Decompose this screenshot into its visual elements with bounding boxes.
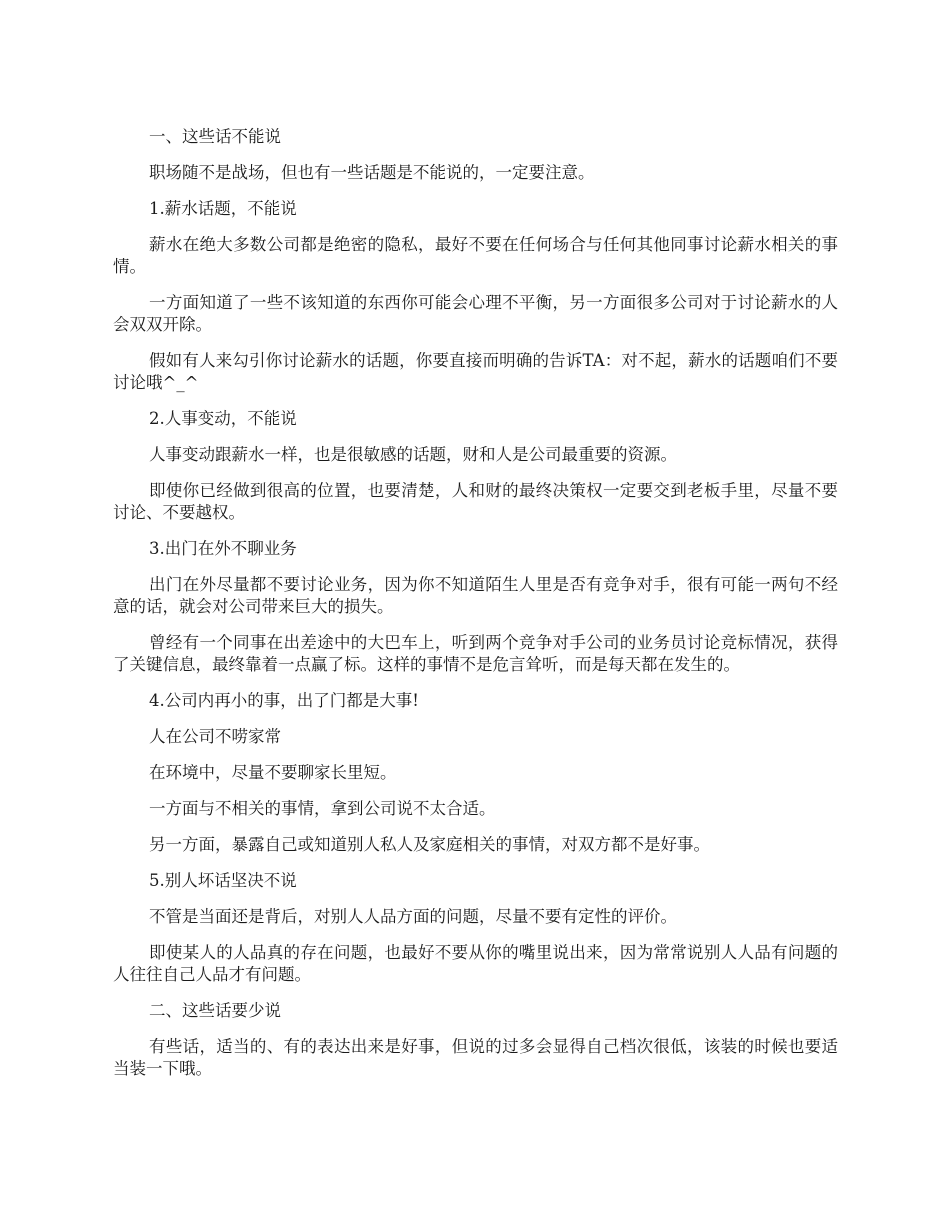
- paragraph: 即使某人的人品真的存在问题，也最好不要从你的嘴里说出来，因为常常说别人人品有问题的人往往自己人品才有问题。: [113, 943, 838, 984]
- subheading-personnel: 2.人事变动，不能说: [149, 409, 297, 428]
- paragraph: 职场随不是战场，但也有一些话题是不能说的，一定要注意。: [149, 163, 595, 182]
- section-heading-2: 二、这些话要少说: [149, 1001, 281, 1020]
- paragraph: 不管是当面还是背后，对别人人品方面的问题，尽量不要有定性的评价。: [149, 907, 677, 926]
- paragraph: 人事变动跟薪水一样，也是很敏感的话题，财和人是公司最重要的资源。: [149, 445, 677, 464]
- paragraph: 即使你已经做到很高的位置，也要清楚，人和财的最终决策权一定要交到老板手里，尽量不要讨论、不要越权。: [113, 481, 838, 522]
- subheading-company-matters: 4.公司内再小的事，出了门都是大事!: [149, 691, 419, 710]
- subheading-gossip: 5.别人坏话坚决不说: [149, 871, 297, 890]
- paragraph: 一方面知道了一些不该知道的东西你可能会心理不平衡，另一方面很多公司对于讨论薪水的人会双双开除。: [113, 293, 838, 334]
- paragraph: 薪水在绝大多数公司都是绝密的隐私，最好不要在任何场合与任何其他同事讨论薪水相关的事情。: [113, 235, 838, 276]
- section-heading-1: 一、这些话不能说: [149, 127, 281, 146]
- document-body: [113, 126, 838, 1094]
- paragraph: 曾经有一个同事在出差途中的大巴车上，听到两个竞争对手公司的业务员讨论竞标情况，获得了关键信息，最终靠着一点赢了标。这样的事情不是危言耸听，而是每天都在发生的。: [113, 633, 838, 674]
- paragraph: 另一方面，暴露自己或知道别人私人及家庭相关的事情，对双方都不是好事。: [149, 835, 710, 854]
- paragraph: 出门在外尽量都不要讨论业务，因为你不知道陌生人里是否有竞争对手，很有可能一两句不经意的话，就会对公司带来巨大的损失。: [113, 575, 838, 616]
- subheading-salary: 1.薪水话题，不能说: [149, 199, 297, 218]
- subheading-business: 3.出门在外不聊业务: [149, 539, 297, 558]
- paragraph: 有些话，适当的、有的表达出来是好事，但说的过多会显得自己档次很低，该装的时候也要适当装一下哦。: [113, 1037, 838, 1078]
- paragraph: 人在公司不唠家常: [149, 727, 281, 746]
- paragraph: 在环境中，尽量不要聊家长里短。: [149, 763, 397, 782]
- paragraph: 一方面与不相关的事情，拿到公司说不太合适。: [149, 799, 496, 818]
- paragraph: 假如有人来勾引你讨论薪水的话题，你要直接而明确的告诉TA：对不起，薪水的话题咱们不要讨论哦^_^: [113, 351, 838, 392]
